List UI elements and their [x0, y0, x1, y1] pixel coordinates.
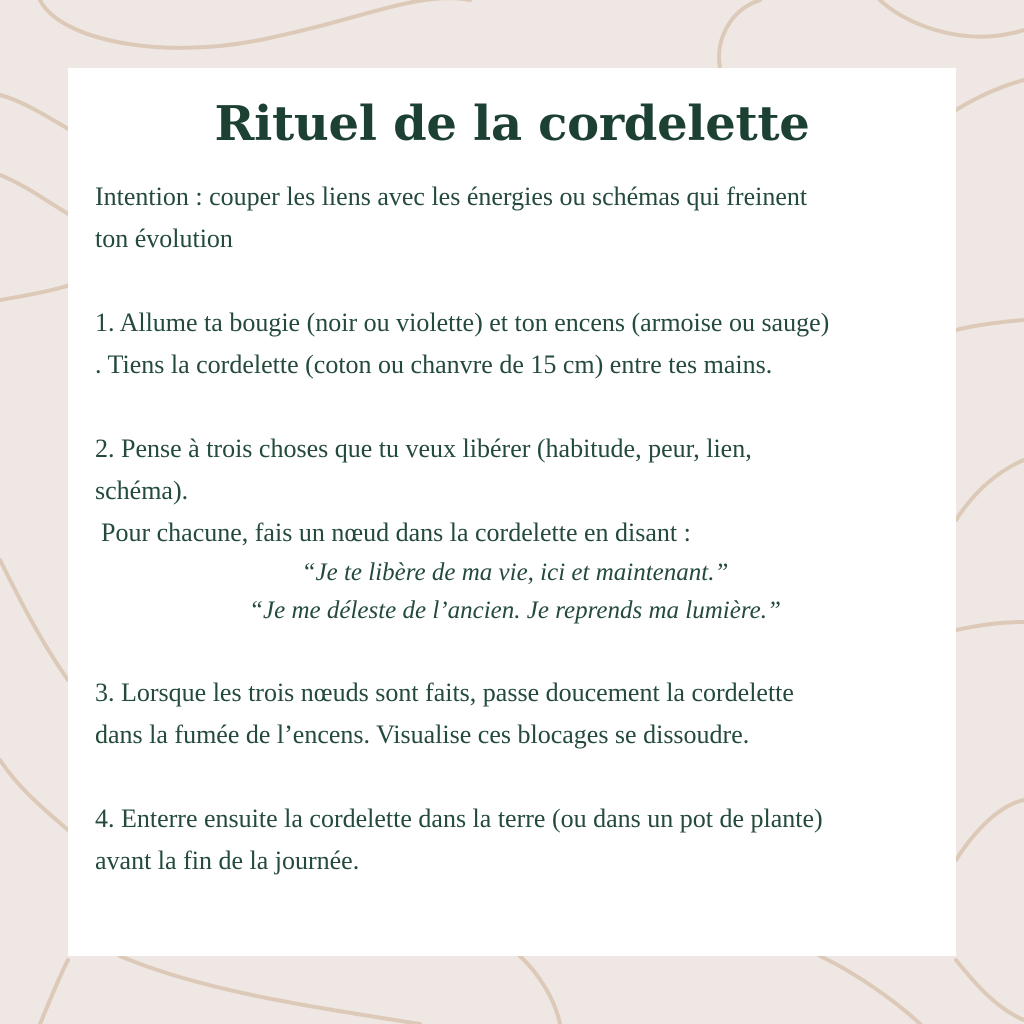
step-2-line-1: 2. Pense à trois choses que tu veux libérer (habitude, peur, lien,	[95, 434, 752, 463]
spacer	[95, 260, 935, 302]
page-title: Rituel de la cordelette	[214, 96, 810, 152]
step-2-quote-2: “Je me déleste de l’ancien. Je reprends ma lumière.”	[249, 597, 781, 624]
step-1-line-2: . Tiens la cordelette (coton ou chanvre de 15 cm) entre tes mains.	[95, 350, 773, 379]
ritual-text	[95, 176, 935, 882]
step-2-line-2: schéma).	[95, 476, 189, 505]
step-4-line-2: avant la fin de la journée.	[95, 846, 360, 875]
step-1-line-1: 1. Allume ta bougie (noir ou violette) et ton encens (armoise ou sauge)	[95, 308, 830, 337]
step-3-line-2: dans la fumée de l’encens. Visualise ces blocages se dissoudre.	[95, 720, 750, 749]
content-card	[68, 68, 956, 956]
step-3-line-1: 3. Lorsque les trois nœuds sont faits, passe doucement la cordelette	[95, 678, 794, 707]
intention-line-1: Intention : couper les liens avec les énergies ou schémas qui freinent	[95, 182, 808, 211]
intention-line-2: ton évolution	[95, 224, 233, 253]
spacer	[95, 630, 935, 672]
spacer	[95, 386, 935, 428]
spacer	[95, 756, 935, 798]
step-4-line-1: 4. Enterre ensuite la cordelette dans la terre (ou dans un pot de plante)	[95, 804, 823, 833]
step-2-quote-1: “Je te libère de ma vie, ici et maintenant.”	[301, 559, 729, 586]
step-2-line-3: Pour chacune, fais un nœud dans la cordelette en disant :	[101, 518, 691, 547]
